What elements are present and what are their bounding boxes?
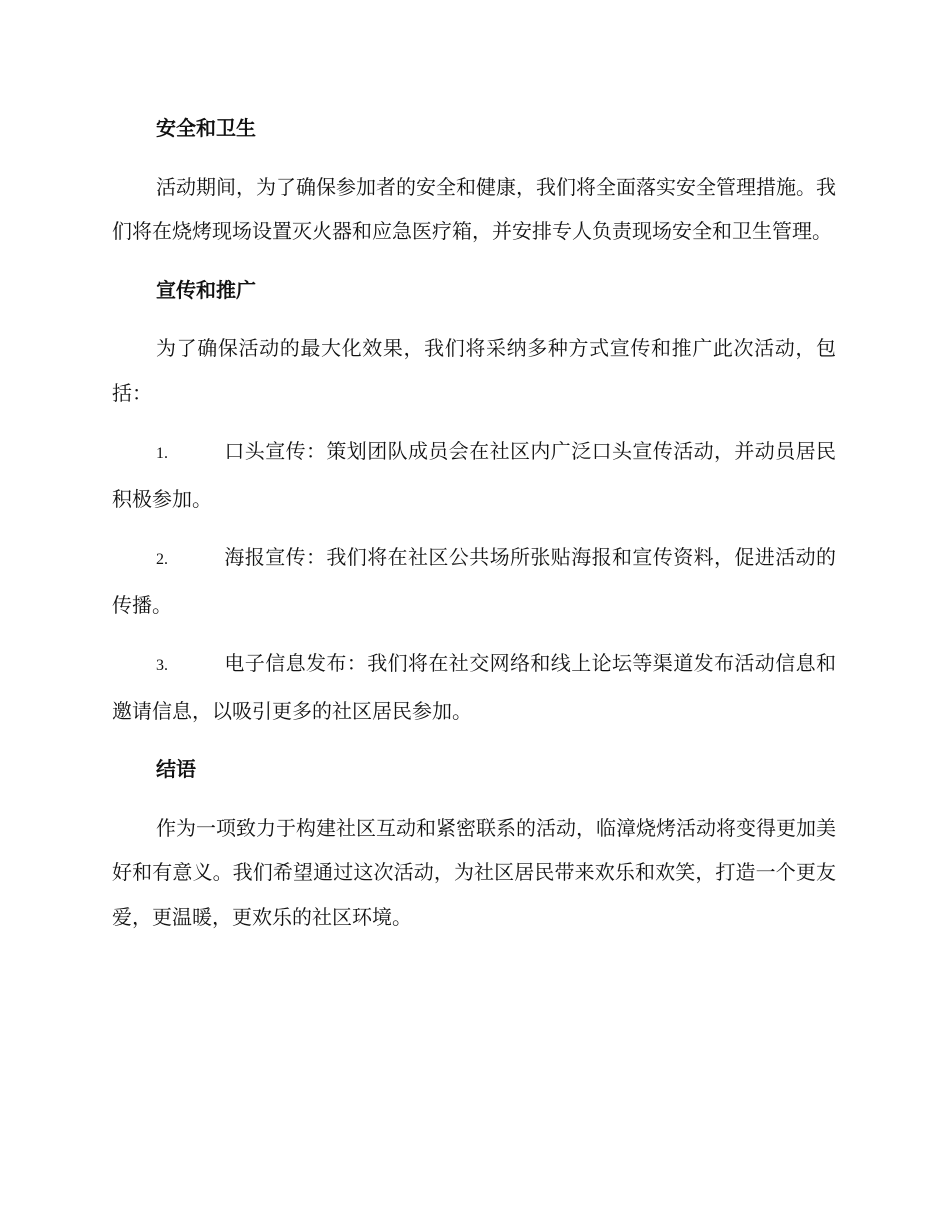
list-item xyxy=(112,429,836,521)
list-text: 海报宣传：我们将在社区公共场所张贴海报和宣传资料，促进活动的传播。 xyxy=(112,545,836,617)
list-number: 2. xyxy=(156,551,168,568)
section-paragraph-conclusion: 作为一项致力于构建社区互动和紧密联系的活动，临漳烧烤活动将变得更加美好和有意义。我们希望通过这次活动，为社区居民带来欢乐和欢笑，打造一个更友爱，更温暖，更欢乐的社区环境。 xyxy=(112,815,836,929)
section-paragraph-promotion: 为了确保活动的最大化效果，我们将采纳多种方式宣传和推广此次活动，包括： xyxy=(112,336,836,405)
list-number: 3. xyxy=(156,657,168,674)
list-item xyxy=(112,535,836,627)
section-heading-promotion: 宣传和推广 xyxy=(156,277,256,302)
section-paragraph-safety: 活动期间，为了确保参加者的安全和健康，我们将全面落实安全管理措施。我们将在烧烤现场设置灭火器和应急医疗箱，并安排专人负责现场安全和卫生管理。 xyxy=(112,174,836,243)
section-heading-conclusion: 结语 xyxy=(156,757,196,781)
document-page xyxy=(112,106,836,953)
list-text: 口头宣传：策划团队成员会在社区内广泛口头宣传活动，并动员居民积极参加。 xyxy=(112,439,836,511)
list-number: 1. xyxy=(156,445,168,462)
list-text: 电子信息发布：我们将在社交网络和线上论坛等渠道发布活动信息和邀请信息，以吸引更多的社区居民参加。 xyxy=(112,651,836,723)
list-item xyxy=(112,641,836,733)
section-heading-safety: 安全和卫生 xyxy=(156,116,256,140)
